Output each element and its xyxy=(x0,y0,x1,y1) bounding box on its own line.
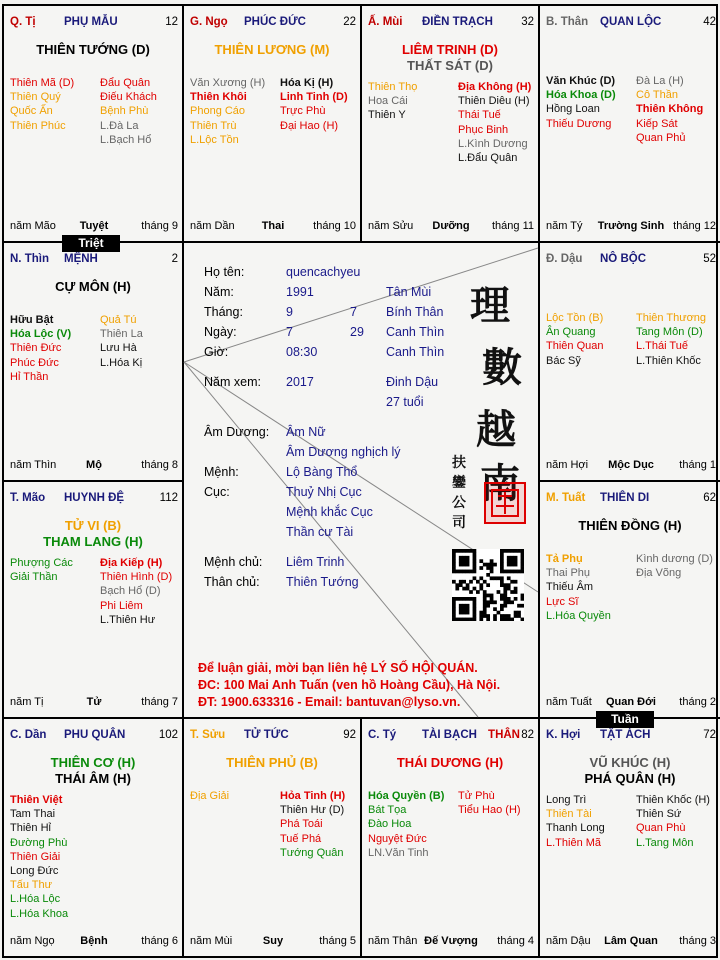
calligraphy-char: 數 xyxy=(482,344,522,391)
palace-name: TẬT ÁCH xyxy=(600,729,651,741)
palace-number: 72 xyxy=(703,729,716,741)
minor-stars-right xyxy=(280,76,348,133)
palace-tuat xyxy=(540,482,720,717)
palace-ty xyxy=(362,719,538,956)
minor-stars-left xyxy=(546,552,611,623)
palace-header xyxy=(190,16,356,30)
minor-star: Quan Phù xyxy=(636,822,686,835)
palace-year: năm Tị xyxy=(10,696,44,708)
minor-star: Kình dương (D) xyxy=(636,553,713,565)
nam-xem-value: 2017 xyxy=(286,375,314,389)
ho-ten-value: quencachyeu xyxy=(286,265,361,279)
main-star: THIÊN ĐỒNG (H) xyxy=(578,518,682,533)
main-star: PHÁ QUÂN (H) xyxy=(584,771,676,786)
minor-stars-right xyxy=(100,76,157,147)
minor-star: Văn Xương (H) xyxy=(190,77,266,89)
minor-star: Hỉ Thần xyxy=(10,370,49,383)
palace-can-chi: G. Ngọ xyxy=(190,16,228,28)
palace-month: tháng 3 xyxy=(679,935,716,947)
palace-header xyxy=(10,492,178,506)
menh-label: Mệnh: xyxy=(204,465,239,479)
palace-can-chi: M. Tuất xyxy=(546,492,586,504)
calligraphy-char: 越 xyxy=(476,406,516,453)
palace-trang-sinh: Mộc Dục xyxy=(608,459,654,471)
minor-star: Thiên Hỉ xyxy=(10,822,51,835)
thang-label: Tháng: xyxy=(204,305,243,319)
palace-month: tháng 9 xyxy=(141,220,178,232)
minor-stars-right xyxy=(458,80,531,165)
minor-star: Quả Tú xyxy=(100,314,137,326)
minor-star: Tấu Thư xyxy=(10,879,53,892)
minor-stars-right xyxy=(636,552,713,580)
qr-code-icon[interactable] xyxy=(452,549,524,621)
minor-stars-left xyxy=(10,556,73,584)
minor-star: Thiên Hình (D) xyxy=(100,571,173,584)
palace-month: tháng 5 xyxy=(319,935,356,947)
nam-label: Năm: xyxy=(204,285,234,299)
palace-header xyxy=(546,16,716,30)
palace-month: tháng 4 xyxy=(497,935,534,947)
minor-stars-right xyxy=(636,311,706,368)
minor-star: L.Hóa Quyền xyxy=(546,609,611,622)
gio-value: 08:30 xyxy=(286,345,318,359)
tuan-tag: Tuần xyxy=(596,711,654,728)
minor-star: Thiên Diêu (H) xyxy=(458,95,530,108)
palace-can-chi: Ấ. Mùi xyxy=(368,16,403,28)
palace-can-chi: C. Tý xyxy=(368,729,397,741)
palace-year: năm Tý xyxy=(546,220,583,232)
gio-can-chi: Canh Thìn xyxy=(386,345,445,359)
gio-label: Giờ: xyxy=(204,345,229,359)
palace-than xyxy=(540,6,720,241)
minor-star: Bác Sỹ xyxy=(546,354,581,367)
am-duong-value-2: Âm Dương nghịch lý xyxy=(286,445,401,459)
palace-year: năm Dần xyxy=(190,220,235,232)
am-duong-label: Âm Dương: xyxy=(204,425,270,439)
palace-trang-sinh: Tử xyxy=(86,696,102,708)
palace-mao xyxy=(4,482,182,717)
minor-star: Tang Môn (D) xyxy=(636,326,703,339)
palace-year: năm Sửu xyxy=(368,220,414,232)
palace-name: QUAN LỘC xyxy=(600,16,662,28)
palace-name: NÔ BỘC xyxy=(600,253,646,265)
minor-star: Quốc Ấn xyxy=(10,105,53,118)
ngay-value-2: 29 xyxy=(350,325,364,339)
palace-year: năm Ngọ xyxy=(10,935,55,947)
minor-star: Lộc Tồn (B) xyxy=(546,312,604,324)
palace-can-chi: C. Dần xyxy=(10,729,47,741)
minor-star: Tiểu Hao (H) xyxy=(458,804,521,817)
minor-star: Hỏa Tinh (H) xyxy=(280,790,346,802)
palace-number: 52 xyxy=(703,253,716,265)
menh-value: Lộ Bàng Thổ xyxy=(286,465,358,479)
palace-header xyxy=(546,492,716,506)
minor-star: Thiên Đức xyxy=(10,342,62,355)
palace-suu xyxy=(184,719,360,956)
palace-month: tháng 8 xyxy=(141,459,178,471)
minor-star: Hóa Kị (H) xyxy=(280,77,334,89)
palace-month: tháng 6 xyxy=(141,935,178,947)
minor-star: Địa Kiếp (H) xyxy=(100,557,163,569)
minor-stars-right xyxy=(636,74,703,145)
palace-name: PHU QUÂN xyxy=(64,729,126,741)
minor-star: Địa Không (H) xyxy=(458,81,532,93)
minor-star: L.Đà La xyxy=(100,119,139,132)
minor-stars-right xyxy=(458,789,521,817)
palace-footer xyxy=(546,459,716,472)
minor-star: Hóa Quyền (B) xyxy=(368,790,445,802)
minor-star: Phá Toái xyxy=(280,818,323,831)
minor-star: Hóa Lộc (V) xyxy=(10,328,72,341)
minor-star: Thiếu Âm xyxy=(546,581,594,594)
minor-star: Thiên Khôi xyxy=(190,91,247,104)
palace-year: năm Thân xyxy=(368,935,418,947)
palace-ngo xyxy=(184,6,360,241)
minor-star: Bạch Hổ (D) xyxy=(100,585,161,598)
minor-star: Ân Quang xyxy=(546,326,596,339)
minor-stars-left xyxy=(546,793,605,850)
palace-footer xyxy=(546,696,716,709)
minor-star: Thiên Trù xyxy=(190,119,237,132)
thang-can-chi: Bính Thân xyxy=(386,305,444,319)
palace-number: 92 xyxy=(343,729,356,741)
minor-star: Thiên Quan xyxy=(546,340,604,353)
minor-star: Thiếu Dương xyxy=(546,117,612,130)
palace-number: 62 xyxy=(703,492,716,504)
main-star: TỬ VI (B) xyxy=(64,518,122,533)
minor-star: L.Thiên Khốc xyxy=(636,354,701,367)
minor-star: Thai Phụ xyxy=(546,567,591,580)
nam-xem-can-chi: Đinh Dậu xyxy=(386,375,439,389)
minor-stars-left xyxy=(190,76,265,147)
cuc-label: Cục: xyxy=(204,485,230,499)
palace-month: tháng 11 xyxy=(491,220,534,232)
minor-star: Hồng Loan xyxy=(546,103,600,116)
palace-trang-sinh: Trường Sinh xyxy=(597,220,665,232)
minor-star: Phượng Các xyxy=(10,557,73,569)
minor-stars-right xyxy=(280,789,345,860)
minor-star: Thiên Y xyxy=(368,109,406,122)
minor-star: Phi Liêm xyxy=(100,599,143,612)
palace-month: tháng 12 xyxy=(673,220,716,232)
palace-footer xyxy=(10,220,178,233)
menh-chu-value: Liêm Trinh xyxy=(286,555,345,569)
minor-star: Tả Phụ xyxy=(546,553,583,565)
palace-header xyxy=(10,16,178,30)
palace-month: tháng 10 xyxy=(313,220,356,232)
minor-star: Tướng Quân xyxy=(280,846,344,859)
thang-value-2: 7 xyxy=(350,305,357,319)
main-star: LIÊM TRINH (D) xyxy=(401,42,499,57)
minor-star: Thiên Thọ xyxy=(368,81,418,93)
palace-year: năm Tuất xyxy=(546,696,592,708)
palace-footer xyxy=(368,220,534,233)
ho-ten-label: Họ tên: xyxy=(204,265,245,279)
minor-star: Long Đức xyxy=(10,865,59,878)
main-star: THIÊN CƠ (H) xyxy=(50,755,136,770)
palace-name: PHỤ MẪU xyxy=(64,16,118,28)
minor-stars-left xyxy=(368,789,444,860)
palace-header xyxy=(546,729,716,743)
calligraphy-small: 鑾 xyxy=(452,475,466,491)
palace-footer xyxy=(190,220,356,233)
cuc-value-2: Mệnh khắc Cục xyxy=(286,505,373,519)
calligraphy-small: 司 xyxy=(452,515,466,531)
ngay-can-chi: Canh Thìn xyxy=(386,325,445,339)
minor-star: Thiên Mã (D) xyxy=(10,77,75,89)
minor-star: Đào Hoa xyxy=(368,818,412,831)
ngay-label: Ngày: xyxy=(204,325,237,339)
minor-star: Kiếp Sát xyxy=(636,117,678,130)
palace-trang-sinh: Bệnh xyxy=(80,935,108,947)
minor-stars-left xyxy=(190,789,229,803)
minor-star: Thiên Thương xyxy=(636,312,707,324)
palace-footer xyxy=(368,935,534,948)
palace-number: 12 xyxy=(165,16,178,28)
minor-stars-left xyxy=(10,76,74,133)
minor-star: Linh Tinh (D) xyxy=(280,91,348,104)
main-star: THIÊN TƯỚNG (D) xyxy=(36,42,150,57)
am-duong-value-1: Âm Nữ xyxy=(286,425,326,439)
calligraphy-small: 公 xyxy=(452,495,466,511)
palace-can-chi: N. Thìn xyxy=(10,253,49,265)
palace-number: 82 xyxy=(521,729,534,741)
minor-star: L.Bạch Hổ xyxy=(100,133,152,146)
minor-star: Phúc Đức xyxy=(10,356,59,369)
minor-star: L.Thiên Hư xyxy=(100,613,156,626)
minor-star: Nguyệt Đức xyxy=(368,832,427,845)
minor-stars-right xyxy=(100,556,172,627)
minor-star: Phục Binh xyxy=(458,123,509,136)
palace-footer xyxy=(546,935,716,948)
palace-thin xyxy=(4,243,182,480)
cuc-value-3: Thần cư Tài xyxy=(286,525,354,539)
palace-month: tháng 1 xyxy=(679,459,716,471)
palace-year: năm Hợi xyxy=(546,459,589,471)
minor-star: L.Kình Dương xyxy=(458,137,528,150)
minor-star: Đại Hao (H) xyxy=(280,119,339,132)
thang-value-1: 9 xyxy=(286,305,293,319)
contact-address: ĐC: 100 Mai Anh Tuấn (ven hồ Hoàng Cầu), Hà Nội. xyxy=(198,678,501,692)
palace-year: năm Dậu xyxy=(546,935,591,947)
palace-header xyxy=(368,16,534,30)
main-star: THIÊN LƯƠNG (M) xyxy=(214,42,330,57)
minor-star: L.Thiên Mã xyxy=(546,836,602,849)
palace-footer xyxy=(190,935,356,948)
minor-star: Điếu Khách xyxy=(100,91,157,104)
palace-hoi xyxy=(540,719,720,956)
red-seal-icon xyxy=(484,482,526,524)
palace-trang-sinh: Dưỡng xyxy=(432,220,470,232)
minor-star: Tử Phù xyxy=(458,790,495,802)
palace-ti xyxy=(4,6,182,241)
minor-stars-left xyxy=(10,793,68,921)
palace-trang-sinh: Đế Vượng xyxy=(424,935,478,947)
minor-star: Thanh Long xyxy=(546,822,605,835)
minor-star: Thiên Sứ xyxy=(636,808,682,821)
tuoi: 27 tuổi xyxy=(386,395,424,409)
minor-star: Văn Khúc (D) xyxy=(546,75,616,87)
minor-star: L.Hóa Lộc xyxy=(10,893,61,906)
minor-star: Thái Tuế xyxy=(458,109,501,122)
palace-number: 42 xyxy=(703,16,716,28)
palace-name: MỆNH xyxy=(64,253,98,265)
palace-number: 22 xyxy=(343,16,356,28)
minor-star: Thiên Giải xyxy=(10,850,61,863)
minor-star: L.Thái Tuế xyxy=(636,340,688,353)
calligraphy-char: 理 xyxy=(470,282,510,329)
palace-month: tháng 2 xyxy=(679,696,716,708)
minor-star: Hữu Bật xyxy=(10,314,54,326)
minor-star: Long Trì xyxy=(546,794,587,806)
palace-year: năm Thìn xyxy=(10,459,57,471)
contact-phone-email: ĐT: 1900.633316 - Email: bantuvan@lyso.vn. xyxy=(198,695,461,709)
palace-footer xyxy=(10,935,178,948)
triet-tag: Triệt xyxy=(62,235,120,252)
palace-trang-sinh: Quan Đới xyxy=(606,696,656,708)
palace-dan xyxy=(4,719,182,956)
palace-year: năm Mùi xyxy=(190,935,233,947)
minor-stars-left xyxy=(546,74,616,131)
than-chu-label: Thân chủ: xyxy=(204,575,260,589)
minor-star: Thiên Phúc xyxy=(10,119,66,132)
minor-star: Đẩu Quân xyxy=(100,77,151,89)
minor-star: Thiên Không xyxy=(636,103,704,116)
minor-star: Bát Tọa xyxy=(368,804,407,817)
minor-star: Thiên Tài xyxy=(546,808,592,821)
nam-xem-label: Năm xem: xyxy=(204,375,261,389)
palace-trang-sinh: Suy xyxy=(262,935,284,947)
minor-star: Phong Cáo xyxy=(190,105,246,118)
palace-header xyxy=(10,729,178,743)
palace-number: 32 xyxy=(521,16,534,28)
palace-footer xyxy=(10,696,178,709)
minor-star: Tam Thai xyxy=(10,808,56,821)
palace-can-chi: T. Mão xyxy=(10,492,46,504)
minor-star: Lực Sĩ xyxy=(546,595,579,608)
menh-chu-label: Mệnh chủ: xyxy=(204,555,263,569)
minor-stars-left xyxy=(546,311,603,368)
main-star: THAM LANG (H) xyxy=(43,534,143,549)
palace-mui xyxy=(362,6,538,241)
ngay-value-1: 7 xyxy=(286,325,293,339)
palace-trang-sinh: Lâm Quan xyxy=(604,935,658,947)
minor-star: Lưu Hà xyxy=(100,342,137,355)
palace-can-chi: Đ. Dậu xyxy=(546,253,583,265)
minor-star: L.Lộc Tồn xyxy=(190,133,239,146)
minor-star: L.Tang Môn xyxy=(636,836,694,849)
palace-header xyxy=(546,253,716,267)
palace-can-chi: Q. Tị xyxy=(10,16,36,28)
main-star: THÁI DƯƠNG (H) xyxy=(396,755,504,770)
than-tag: THÂN xyxy=(488,729,520,741)
minor-stars-right xyxy=(100,313,143,370)
minor-star: Thiên Quý xyxy=(10,91,61,104)
minor-star: Quan Phủ xyxy=(636,131,686,144)
minor-star: Cô Thần xyxy=(636,89,678,102)
minor-star: Địa Võng xyxy=(636,567,682,580)
main-star: VŨ KHÚC (H) xyxy=(589,755,671,770)
palace-name: TỬ TỨC xyxy=(244,729,289,741)
palace-name: ĐIỀN TRẠCH xyxy=(422,16,493,28)
palace-name: THIÊN DI xyxy=(600,492,650,504)
minor-star: Đà La (H) xyxy=(636,75,684,87)
palace-can-chi: K. Hợi xyxy=(546,729,581,741)
palace-month: tháng 7 xyxy=(141,696,178,708)
minor-stars-left xyxy=(368,80,417,123)
minor-star: Bệnh Phù xyxy=(100,105,149,118)
calligraphy-char: 南 xyxy=(480,460,520,507)
palace-header xyxy=(10,253,178,267)
minor-star: Giải Thần xyxy=(10,571,58,584)
palace-dau xyxy=(540,243,720,480)
minor-star: Hóa Khoa (D) xyxy=(546,89,616,102)
palace-trang-sinh: Tuyệt xyxy=(79,220,109,232)
palace-can-chi: T. Sửu xyxy=(190,729,226,741)
minor-star: Đường Phù xyxy=(10,836,68,849)
nam-value: 1991 xyxy=(286,285,314,299)
palace-header xyxy=(368,729,534,743)
minor-star: Thiên La xyxy=(100,328,143,341)
minor-star: Thiên Khốc (H) xyxy=(636,794,710,806)
main-star: CỰ MÔN (H) xyxy=(55,279,131,294)
cuc-value-1: Thuỷ Nhị Cục xyxy=(286,485,362,499)
palace-name: HUYNH ĐỆ xyxy=(64,492,125,504)
minor-star: Thiên Việt xyxy=(10,794,63,806)
minor-star: LN.Văn Tinh xyxy=(368,846,429,859)
palace-number: 102 xyxy=(158,729,178,741)
nam-can-chi: Tân Mùi xyxy=(386,285,432,299)
minor-star: L.Hóa Kị xyxy=(100,356,143,369)
minor-star: Thiên Hư (D) xyxy=(280,804,345,817)
minor-star: Hoa Cái xyxy=(368,95,408,108)
palace-name: PHÚC ĐỨC xyxy=(244,16,306,28)
main-star: THIÊN PHỦ (B) xyxy=(226,755,318,770)
palace-header xyxy=(190,729,356,743)
palace-trang-sinh: Mộ xyxy=(86,459,102,471)
palace-can-chi: B. Thân xyxy=(546,16,589,28)
calligraphy-small: 扶 xyxy=(452,455,466,471)
palace-footer xyxy=(10,459,178,472)
minor-star: Địa Giải xyxy=(190,790,230,802)
palace-number: 112 xyxy=(159,492,178,504)
minor-star: Trực Phù xyxy=(280,105,326,118)
contact-line: Để luận giải, mời bạn liên hệ LÝ SỐ HỘI QUÁN. xyxy=(198,661,478,675)
minor-star: L.Đẩu Quân xyxy=(458,152,518,165)
palace-number: 2 xyxy=(171,253,178,265)
palace-name: TÀI BẠCH xyxy=(422,729,477,741)
minor-stars-left xyxy=(10,313,71,384)
palace-year: năm Mão xyxy=(10,220,56,232)
minor-stars-right xyxy=(636,793,710,850)
main-star: THÁI ÂM (H) xyxy=(55,771,131,786)
palace-trang-sinh: Thai xyxy=(261,220,285,232)
than-chu-value: Thiên Tướng xyxy=(286,575,359,589)
main-star: THẤT SÁT (D) xyxy=(407,58,493,73)
minor-star: Tuế Phá xyxy=(280,832,322,845)
palace-footer xyxy=(546,220,716,233)
minor-star: L.Hóa Khoa xyxy=(10,907,69,920)
tu-vi-chart xyxy=(2,4,718,958)
